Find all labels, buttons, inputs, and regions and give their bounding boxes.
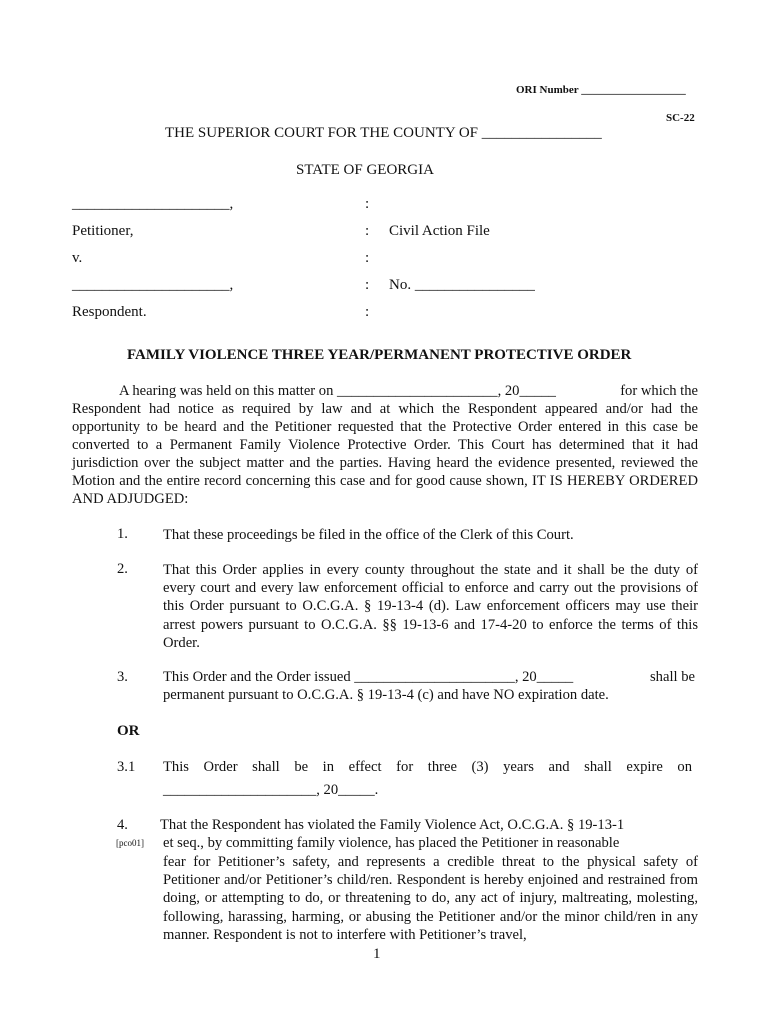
civil-action-label: Civil Action File (389, 223, 490, 239)
or-label: OR (117, 723, 140, 739)
versus-label: v. (72, 250, 83, 266)
respondent-label: Respondent. (72, 304, 147, 320)
item-second-line: _____________________, 20_____. (163, 782, 379, 798)
item-number: 2. (117, 561, 128, 577)
form-code: SC-22 (666, 112, 695, 124)
intro-paragraph: Respondent had notice as required by law and at which the Respondent appeared and/or had the opportunity to be heard and the Petitioner requested that the Protective Order entered in this case be converted to a Permanent Family Violence Protective Order. This Court has determined that it had jurisdiction over the subject matter and the parties. Having heard the evidence presented, reviewed the Motion and the entire record concerning this case and for good cause shown, IT IS HEREBY ORDERED AND ADJUDGED: (72, 401, 698, 507)
caption-colon: : (365, 277, 370, 293)
item-text: That this Order applies in every county throughout the state and it shall be the duty of every court and every law enforcement official to enforce and carry out the provisions of this Order pursuant to O.C.G.A. § 19-13-4 (d). Law enforcement officers may use their arrest powers pursuant to O.C.G.A. §§ 19-13-6 and 17-4-20 to enforce the terms of this Order. (163, 562, 698, 651)
order-title: FAMILY VIOLENCE THREE YEAR/PERMANENT PROTECTIVE ORDER (127, 347, 632, 363)
caption-colon: : (365, 304, 370, 320)
item-text: fear for Petitioner’s safety, and represents a credible threat to the physical safety of Petitioner and/or Petitioner’s child/ren. Respondent is hereby enjoined and restrained from doing, or attempting to do, or threatening to do, any act of injury, maltreating, molesting, following, harassing, harming, or abusing the Petitioner and/or the minor child/ren in any manner. Respondent is not to interfere with Petitioner’s travel, (163, 854, 698, 943)
item-number: 4. (117, 817, 128, 833)
item-number: 1. (117, 526, 128, 542)
item-first-line-left: This Order and the Order issued ______________________, 20_____ (163, 669, 574, 685)
item-number: 3. (117, 669, 128, 685)
petitioner-label: Petitioner, (72, 223, 134, 239)
caption-colon: : (365, 196, 370, 212)
state-title: STATE OF GEORGIA (296, 162, 434, 178)
ori-number: ORI Number ___________________ (516, 84, 686, 96)
intro-first-line (72, 383, 698, 401)
case-number: No. ________________ (389, 277, 535, 293)
item-first-line-right: shall be (650, 669, 695, 685)
caption-colon: : (365, 250, 370, 266)
court-title: THE SUPERIOR COURT FOR THE COUNTY OF ________________ (165, 125, 602, 141)
item-number: 3.1 (117, 759, 136, 775)
item-second-line: et seq., by committing family violence, has placed the Petitioner in reasonable (163, 835, 620, 851)
respondent-blank: _____________________, (72, 277, 234, 293)
caption-colon: : (365, 223, 370, 239)
margin-code: [pco01] (116, 838, 144, 848)
page-number: 1 (373, 946, 381, 962)
item-first-line: This Order shall be in effect for three (3) years and shall expire on (163, 759, 692, 775)
intro-first-line-left: A hearing was held on this matter on ______________________, 20_____ (119, 383, 556, 399)
item-first-line (163, 669, 695, 686)
item-second-line: permanent pursuant to O.C.G.A. § 19-13-4 (c) and have NO expiration date. (163, 687, 609, 703)
intro-first-line-right: for which the (620, 383, 698, 399)
item-text: That these proceedings be filed in the office of the Clerk of this Court. (163, 527, 574, 543)
petitioner-blank: _____________________, (72, 196, 234, 212)
item-first-line: That the Respondent has violated the Family Violence Act, O.C.G.A. § 19-13-1 (160, 817, 625, 833)
